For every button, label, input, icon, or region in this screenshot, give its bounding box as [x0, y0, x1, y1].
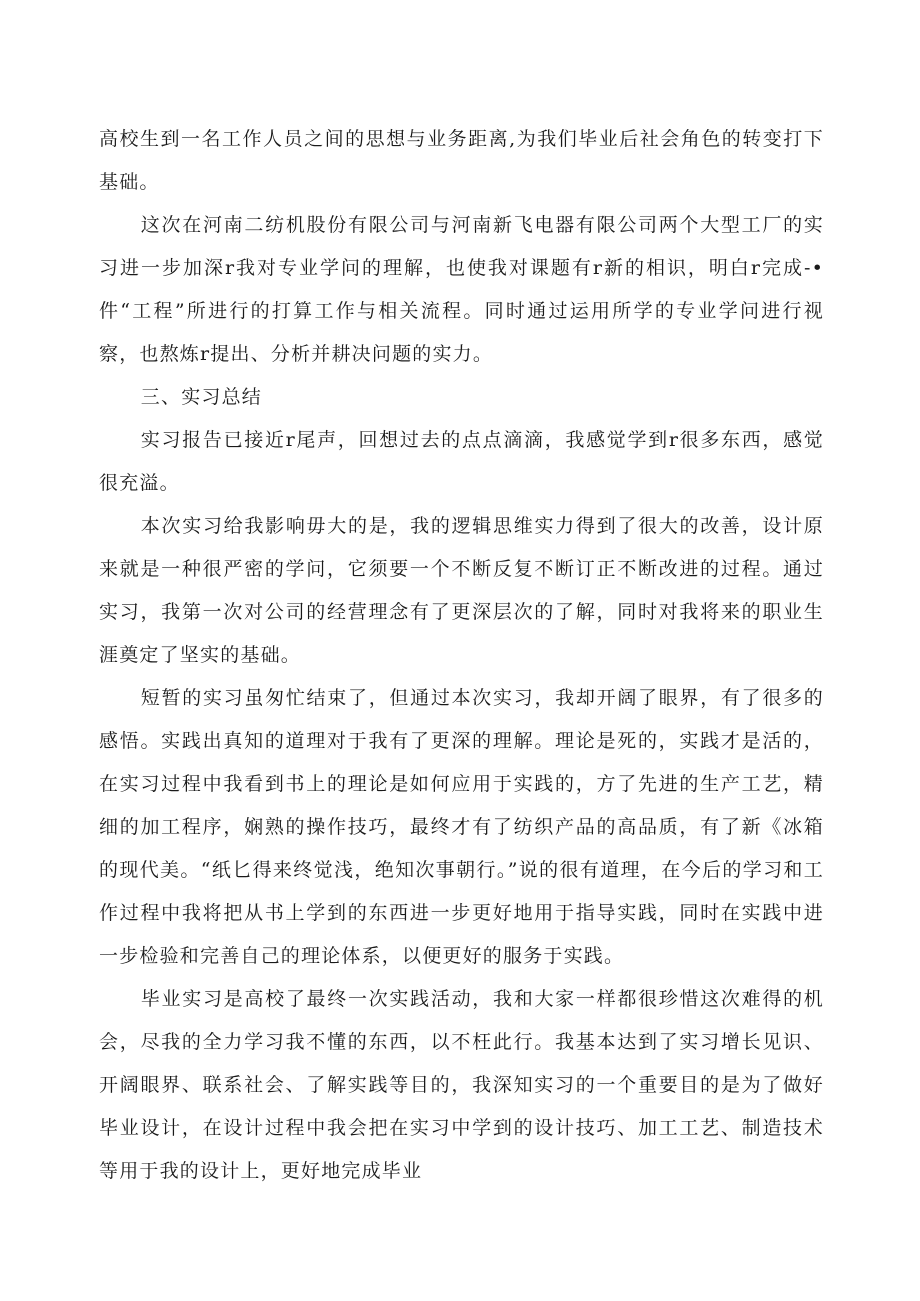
paragraph-6: 短暂的实习虽匆忙结束了，但通过本次实习，我却开阔了眼界，有了很多的感悟。实践出真知的道理对于我有了更深的理解。理论是死的，实践才是活的，在实习过程中我看到书上的理论是如何应用于实践的，方了先进的生产工艺，精细的加工程序，娴熟的操作技巧，最终才有了纺织产品的高品质，有了新《冰箱的现代美。“纸匕得来终觉浅，绝知次事朝行。”说的很有道理，在今后的学习和工作过程中我将把从书上学到的东西进一步更好地用于指导实践，同时在实践中进一步检验和完善自己的理论体系，以便更好的服务于实践。 — [99, 687, 824, 967]
paragraph-4: 实习报告已接近r尾声，回想过去的点点滴滴，我感觉学到r很多东西，感觉很充溢。 — [99, 429, 824, 494]
paragraph-1: 高校生到一名工作人员之间的思想与业务距离,为我们毕业后社会角色的转变打下基础。 — [99, 128, 824, 193]
paragraph-2: 这次在河南二纺机股份有限公司与河南新飞电器有限公司两个大型工厂的实习进一步加深r我对专业学问的理解，也使我对课题有r新的相识，明白r完成-•件“工程”所进行的打算工作与相关流程。同时通过运用所学的专业学问进行视察，也熬炼r提出、分析并耕决问题的实力。 — [99, 214, 824, 365]
paragraph-5: 本次实习给我影响毋大的是，我的逻辑思维实力得到了很大的改善，设计原来就是一种很严密的学问，它须要一个不断反复不断订正不断改进的过程。通过实习，我第一次对公司的经营理念有了更深层次的了解，同时对我将来的职业生涯奠定了坚实的基础。 — [99, 515, 824, 666]
paragraph-7: 毕业实习是高校了最终一次实践活动，我和大家一样都很珍惜这次难得的机会，尽我的全力学习我不懂的东西，以不枉此行。我基本达到了实习增长见识、开阔眼界、联系社会、了解实践等目的，我深知实习的一个重要目的是为了做好毕业设计，在设计过程中我会把在实习中学到的设计技巧、加工工艺、制造技术等用于我的设计上，更好地完成毕业 — [99, 988, 824, 1182]
section-heading: 三、实习总结 — [140, 386, 262, 408]
